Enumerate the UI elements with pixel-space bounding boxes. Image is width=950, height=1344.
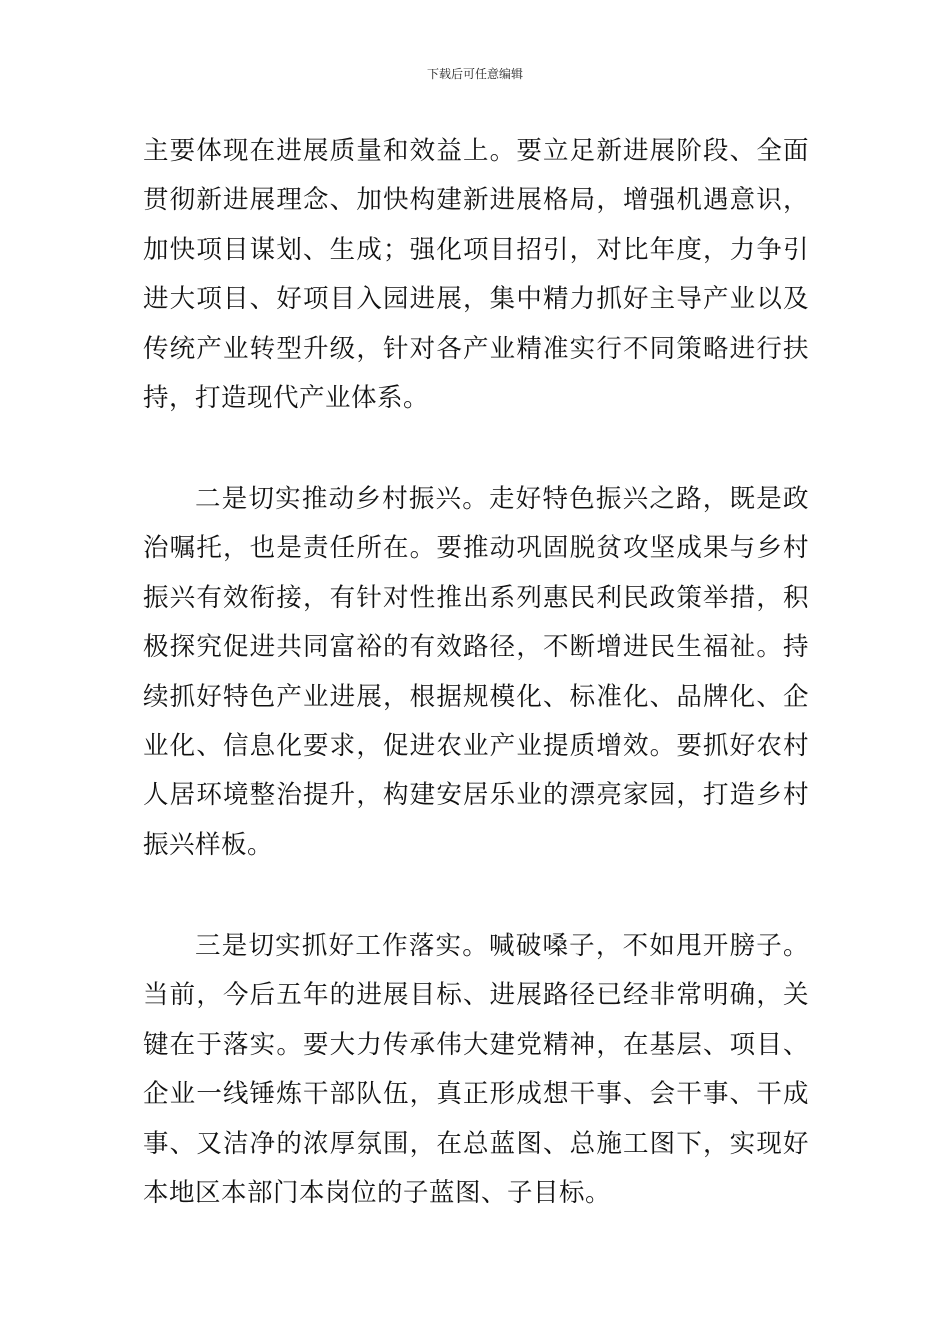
paragraph-continuation: 主要体现在进展质量和效益上。要立足新进展阶段、全面贯彻新进展理念、加快构建新进展格局，增强机遇意识，加快项目谋划、生成；强化项目招引，对比年度，力争引进大项目、好项目入园进展，集中精力抓好主导产业以及传统产业转型升级，针对各产业精准实行不同策略进行扶持，打造现代产业体系。 [143, 136, 809, 414]
paragraph-rural-revitalization: 二是切实推动乡村振兴。走好特色振兴之路，既是政治嘱托，也是责任所在。要推动巩固脱贫攻坚成果与乡村振兴有效衔接，有针对性推出系列惠民利民政策举措，积极探究促进共同富裕的有效路径，不断增进民生福祉。持续抓好特色产业进展，根据规模化、标准化、品牌化、企业化、信息化要求，促进农业产业提质增效。要抓好农村人居环境整治提升，构建安居乐业的漂亮家园，打造乡村振兴样板。 [143, 484, 809, 860]
page-header: 下载后可任意编辑 [426, 67, 523, 81]
paragraph-work-implementation: 三是切实抓好工作落实。喊破嗓子，不如甩开膀子。当前，今后五年的进展目标、进展路径已经非常明确，关键在于落实。要大力传承伟大建党精神，在基层、项目、企业一线锤炼干部队伍，真正形成想干事、会干事、干成事、又洁净的浓厚氛围，在总蓝图、总施工图下，实现好本地区本部门本岗位的子蓝图、子目标。 [143, 931, 809, 1209]
